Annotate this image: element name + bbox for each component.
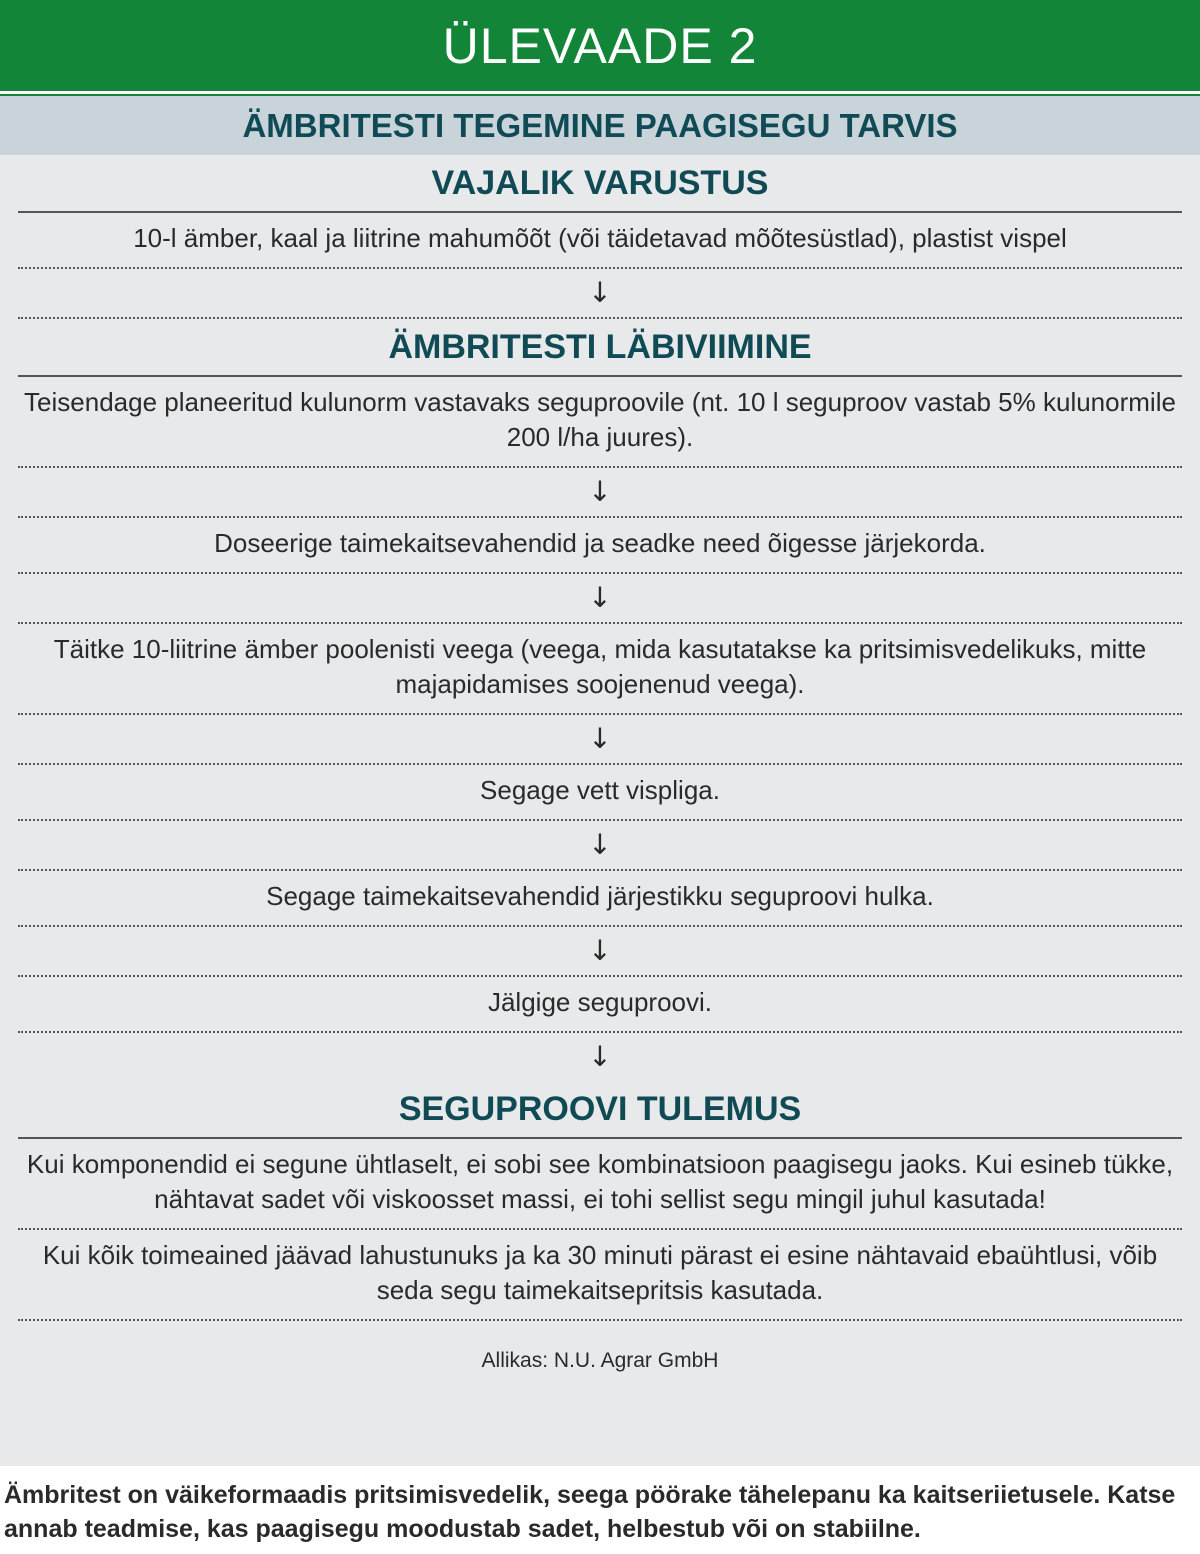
down-arrow-icon: ↓ [18, 468, 1182, 518]
infobox-subtitle: ÄMBRITESTI TEGEMINE PAAGISEGU TARVIS [0, 96, 1200, 155]
section-heading-equipment: VAJALIK VARUSTUS [18, 155, 1182, 213]
infobox-title: ÜLEVAADE 2 [0, 0, 1200, 91]
procedure-step-3: Täitke 10-liitrine ämber poolenisti veega (veega, mida kasutatakse ka pritsimisvedelikuks, mitte majapidamises soojenenud veega). [18, 624, 1182, 715]
result-item-1: Kui komponendid ei segune ühtlaselt, ei sobi see kombinatsioon paagisegu jaoks. Kui esineb tükke, nähtavat sadet või viskoosset massi, ei tohi sellist segu mingil juhul kasutada! [18, 1139, 1182, 1230]
down-arrow-icon: ↓ [18, 269, 1182, 319]
down-arrow-icon: ↓ [18, 715, 1182, 765]
flowchart [0, 155, 1200, 1373]
procedure-step-1: Teisendage planeeritud kulunorm vastavaks seguproovile (nt. 10 l seguproov vastab 5% kulunormile 200 l/ha juures). [18, 377, 1182, 468]
procedure-step-4: Segage vett vispliga. [18, 765, 1182, 821]
procedure-step-6: Jälgige seguproovi. [18, 977, 1182, 1033]
section-heading-procedure: ÄMBRITESTI LÄBIVIIMINE [18, 319, 1182, 377]
procedure-step-5: Segage taimekaitsevahendid järjestikku seguproovi hulka. [18, 871, 1182, 927]
procedure-step-2: Doseerige taimekaitsevahendid ja seadke need õigesse järjekorda. [18, 518, 1182, 574]
down-arrow-icon: ↓ [18, 821, 1182, 871]
source-credit: Allikas: N.U. Agrar GmbH [481, 1349, 719, 1372]
down-arrow-icon: ↓ [588, 1040, 612, 1073]
down-arrow-icon: ↓ [18, 574, 1182, 624]
result-item-2: Kui kõik toimeained jäävad lahustunuks ja ka 30 minuti pärast ei esine nähtavaid ebaühtlusi, võib seda segu taimekaitsepritsis kasutada. [18, 1230, 1182, 1321]
section-heading-result: SEGUPROOVI TULEMUS [18, 1081, 1182, 1139]
equipment-text: 10-l ämber, kaal ja liitrine mahumõõt (või täidetavad mõõtesüstlad), plastist vispel [18, 213, 1182, 269]
caption-text: Ämbritest on väikeformaadis pritsimisvedelik, seega pöörake tähelepanu ka kaitseriietusele. Katse annab teadmise, kas paagisegu moodustab sadet, helbestub või on stabiilne. [4, 1481, 1176, 1543]
down-arrow-icon: ↓ [18, 927, 1182, 977]
